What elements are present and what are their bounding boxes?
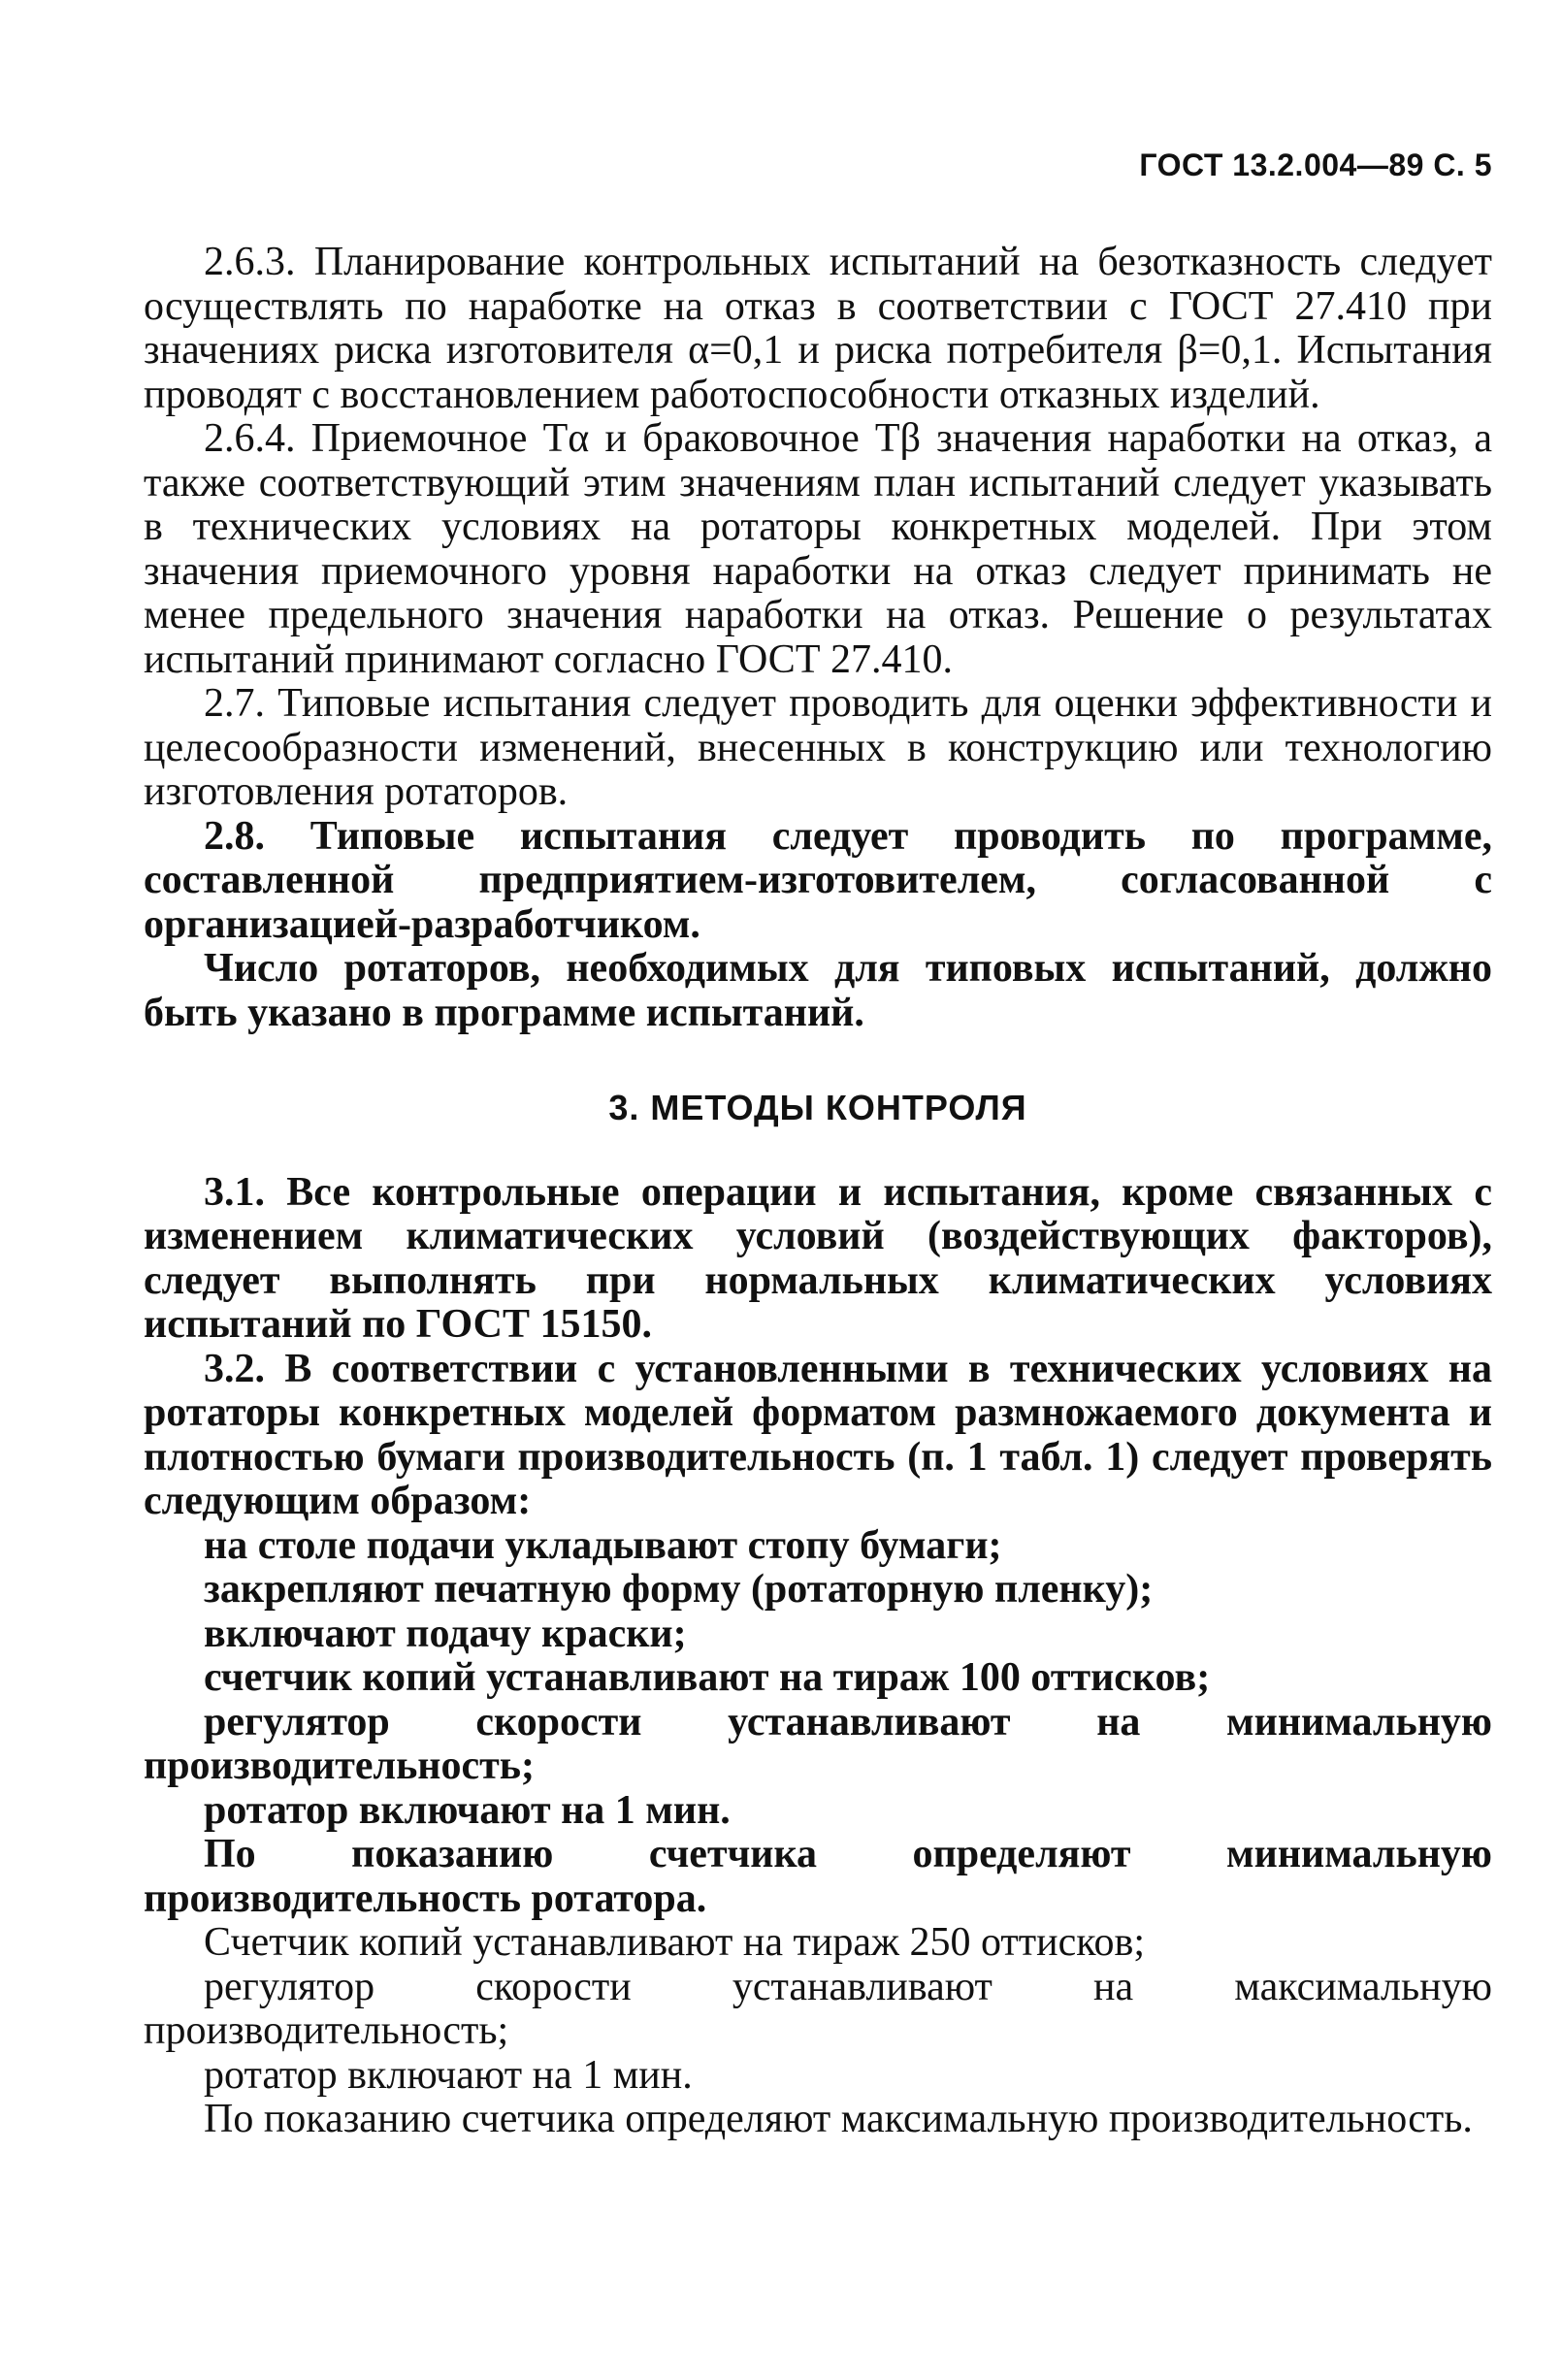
step-min-6: ротатор включают на 1 мин. (204, 1787, 731, 1833)
paragraph-2-8-count: Число ротаторов, необходимых для типовых испытаний, должно быть указано в программе испытаний. (144, 946, 1492, 1035)
step-min-3: включают подачу краски; (204, 1611, 687, 1656)
paragraph-3-2: 3.2. В соответствии с установленными в технических условиях на ротаторы конкретных моделей форматом размножаемого документа и плотностью бумаги производительность (п. 1 табл. 1) следует проверять следующим образом: (144, 1346, 1492, 1523)
paragraph-max-result: По показанию счетчика определяют максимальную производительность. (204, 2097, 1473, 2141)
step-min-4: счетчик копий устанавливают на тираж 100 оттисков; (204, 1655, 1211, 1700)
section-title: 3. МЕТОДЫ КОНТРОЛЯ (608, 1088, 1027, 1127)
paragraph-3-1: 3.1. Все контрольные операции и испытания, кроме связанных с изменением климатических условий (воздействующих факторов), следует выполнять при нормальных климатических условиях испытаний по ГОСТ 15150. (144, 1169, 1492, 1347)
page-header: ГОСТ 13.2.004—89 С. 5 (1139, 147, 1492, 182)
step-min-5: регулятор скорости устанавливают на минимальную производительность; (144, 1699, 1492, 1788)
paragraph-2-7: 2.7. Типовые испытания следует проводить для оценки эффективности и целесообразности изменений, внесенных в конструкцию или технологию изготовления ротаторов. (144, 681, 1492, 814)
paragraph-2-8: 2.8. Типовые испытания следует проводить по программе, составленной предприятием-изготовителем, согласованной с организацией-разработчиком. (144, 813, 1492, 947)
step-min-1: на столе подачи укладывают стопу бумаги; (204, 1522, 1002, 1568)
paragraph-min-result: По показанию счетчика определяют минимальную производительность ротатора. (144, 1832, 1492, 1921)
page-content (144, 241, 1492, 2142)
paragraph-2-6-4: 2.6.4. Приемочное Tα и браковочное Tβ значения наработки на отказ, а также соответствующий этим значениям план испытаний следует указывать в технических условиях на ротаторы конкретных моделей. При этом значения приемочного уровня наработки на отказ следует принимать не менее предельного значения наработки на отказ. Решение о результатах испытаний принимают согласно ГОСТ 27.410. (144, 416, 1492, 682)
step-max-3: ротатор включают на 1 мин. (204, 2052, 693, 2098)
step-max-1: Счетчик копий устанавливают на тираж 250 оттисков; (204, 1920, 1146, 1965)
step-max-2: регулятор скорости устанавливают на максимальную производительность; (144, 1964, 1492, 2053)
paragraph-2-6-3: 2.6.3. Планирование контрольных испытаний на безотказность следует осуществлять по наработке на отказ в соответствии с ГОСТ 27.410 при значениях риска изготовителя α=0,1 и риска потребителя β=0,1. Испытания проводят с восстановлением работоспособности отказных изделий. (144, 240, 1492, 417)
step-min-2: закрепляют печатную форму (ротаторную пленку); (204, 1567, 1154, 1612)
